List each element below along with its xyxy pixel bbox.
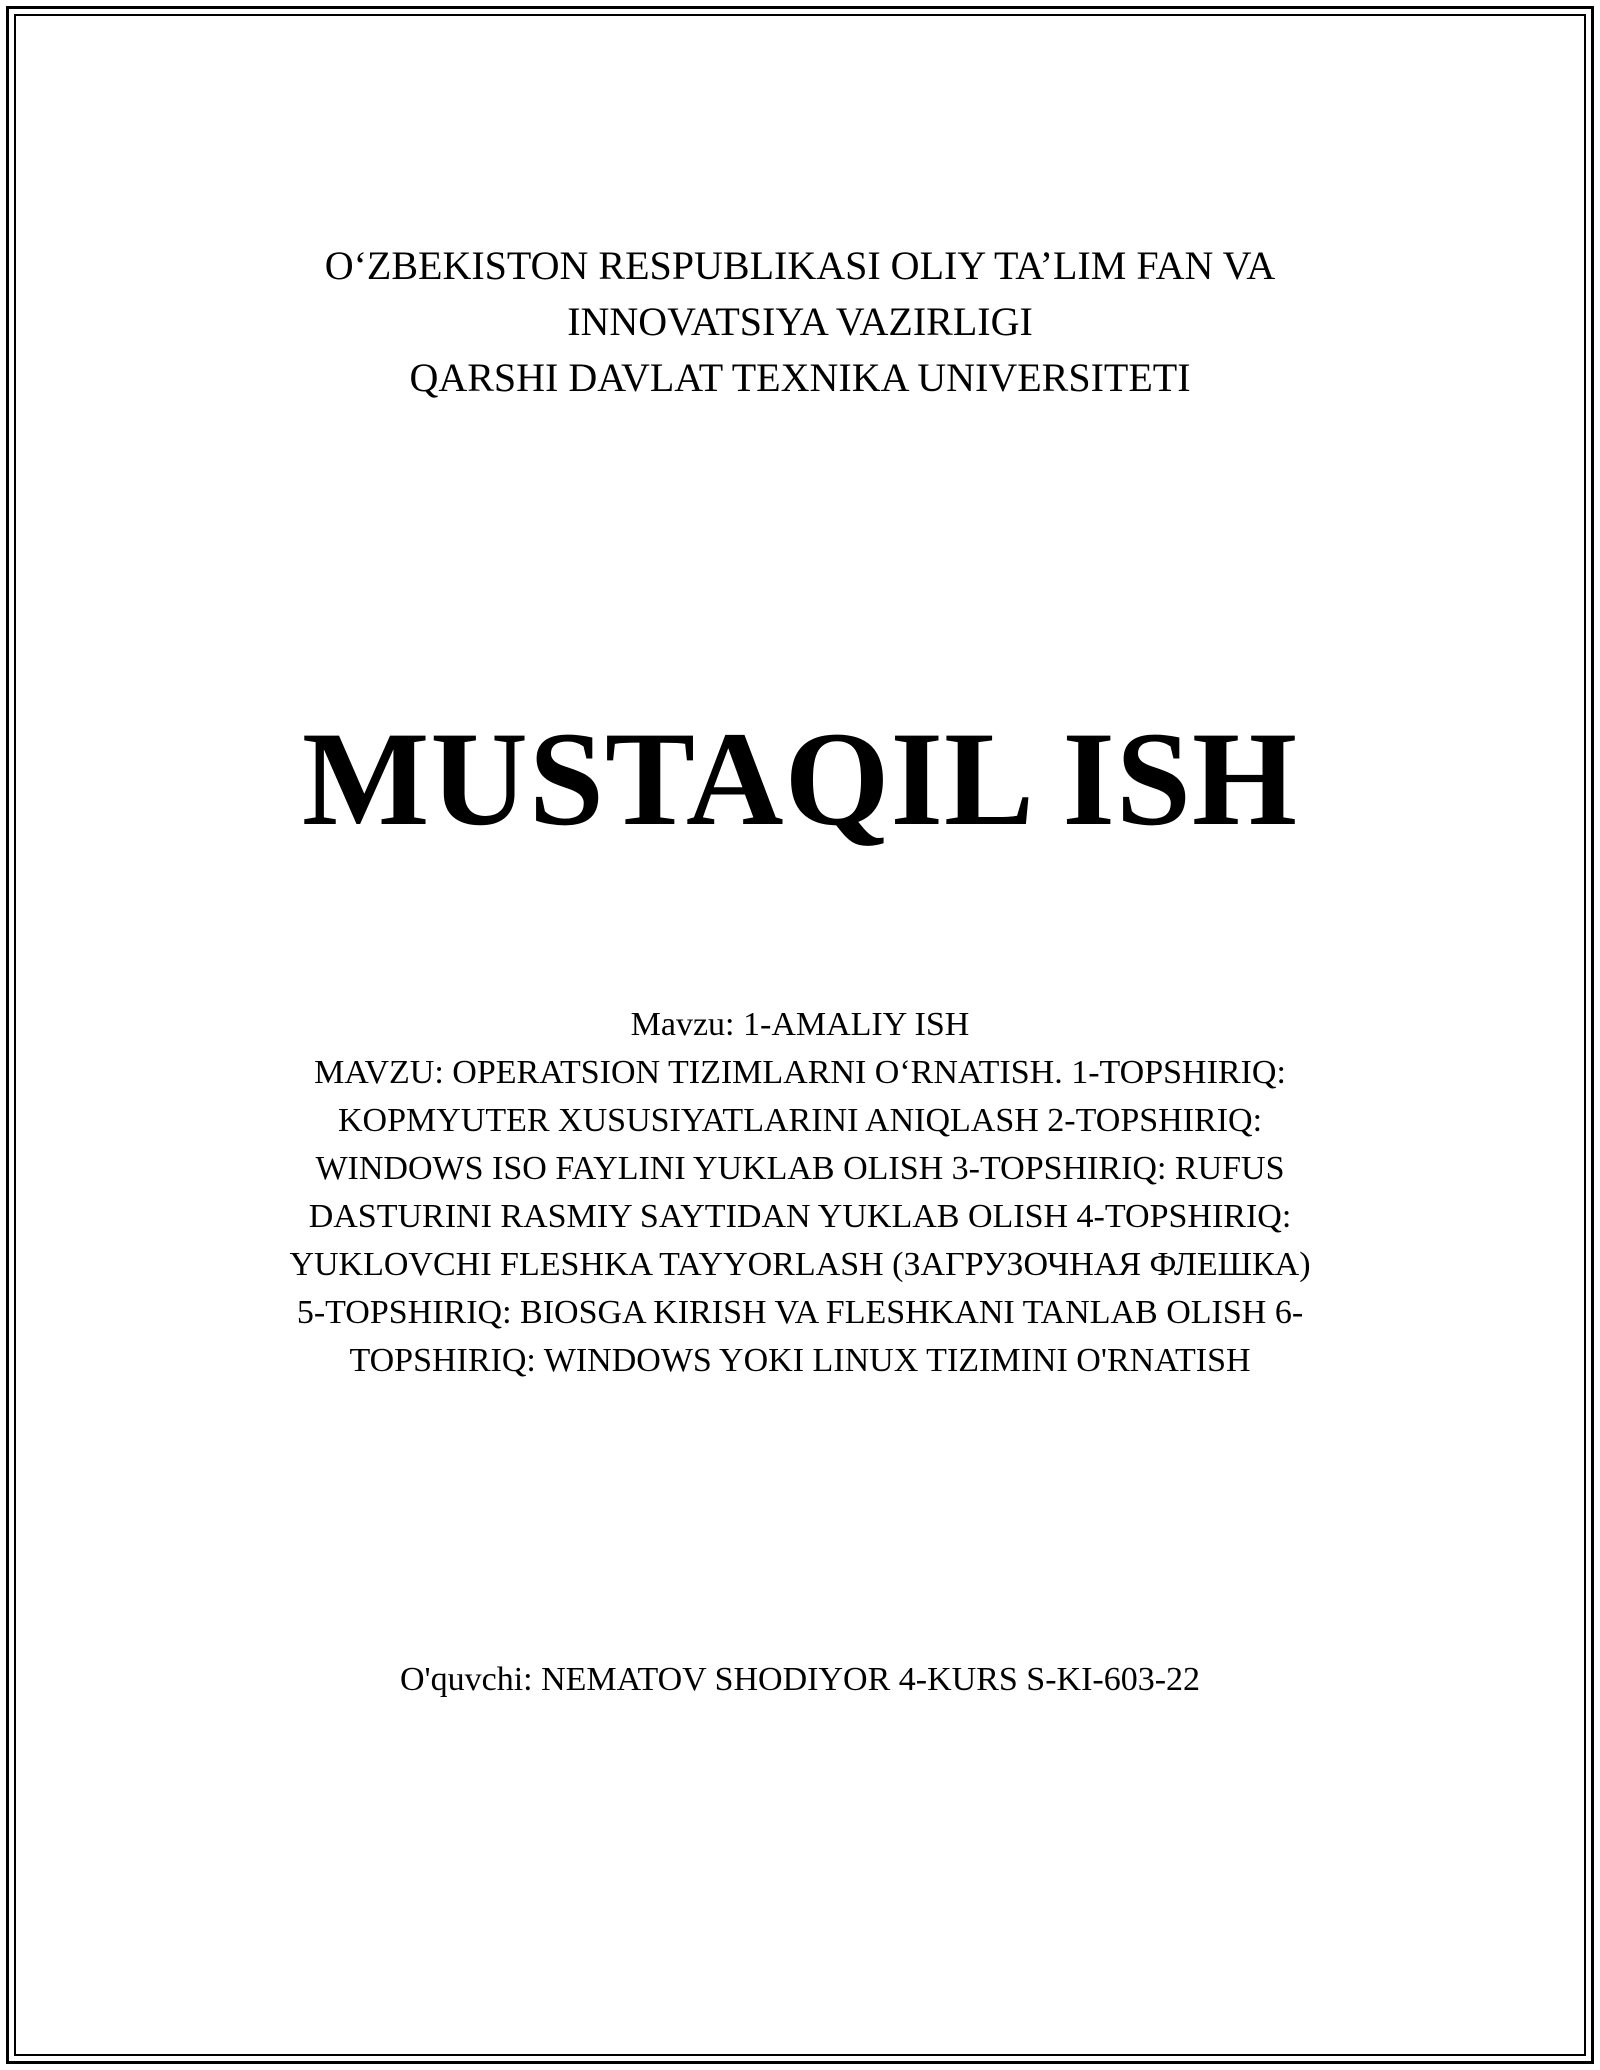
student-info: O'quvchi: NEMATOV SHODIYOR 4-KURS S-KI-603-22 xyxy=(399,1661,1201,1698)
topic-line-4: WINDOWS ISO FAYLINI YUKLAB OLISH 3-TOPSHIRIQ: RUFUS xyxy=(315,1150,1285,1187)
topic-line-8: TOPSHIRIQ: WINDOWS YOKI LINUX TIZIMINI O'RNATISH xyxy=(349,1342,1251,1379)
topic-line-1: Mavzu: 1-AMALIY ISH xyxy=(630,1006,970,1043)
ministry-header xyxy=(0,238,1600,406)
topic-line-3: KOPMYUTER XUSUSIYATLARINI ANIQLASH 2-TOPSHIRIQ: xyxy=(337,1102,1263,1139)
topic-line-6: YUKLOVCHI FLESHKA TAYYORLASH (ЗАГРУЗОЧНАЯ ФЛЕШКА) xyxy=(289,1246,1311,1283)
topic-line-7: 5-TOPSHIRIQ: BIOSGA KIRISH VA FLESHKANI TANLAB OLISH 6- xyxy=(296,1294,1304,1331)
header-line-2: INNOVATSIYA VAZIRLIGI xyxy=(567,299,1033,344)
topic-line-2: MAVZU: OPERATSION TIZIMLARNI O‘RNATISH. 1-TOPSHIRIQ: xyxy=(314,1054,1286,1091)
topic-line-5: DASTURINI RASMIY SAYTIDAN YUKLAB OLISH 4-TOPSHIRIQ: xyxy=(308,1198,1292,1235)
topic-section xyxy=(0,1001,1600,1385)
header-line-1: O‘ZBEKISTON RESPUBLIKASI OLIY TA’LIM FAN VA xyxy=(324,243,1276,288)
document-title: MUSTAQIL ISH xyxy=(301,705,1299,854)
header-line-3: QARSHI DAVLAT TEXNIKA UNIVERSITETI xyxy=(409,355,1191,400)
